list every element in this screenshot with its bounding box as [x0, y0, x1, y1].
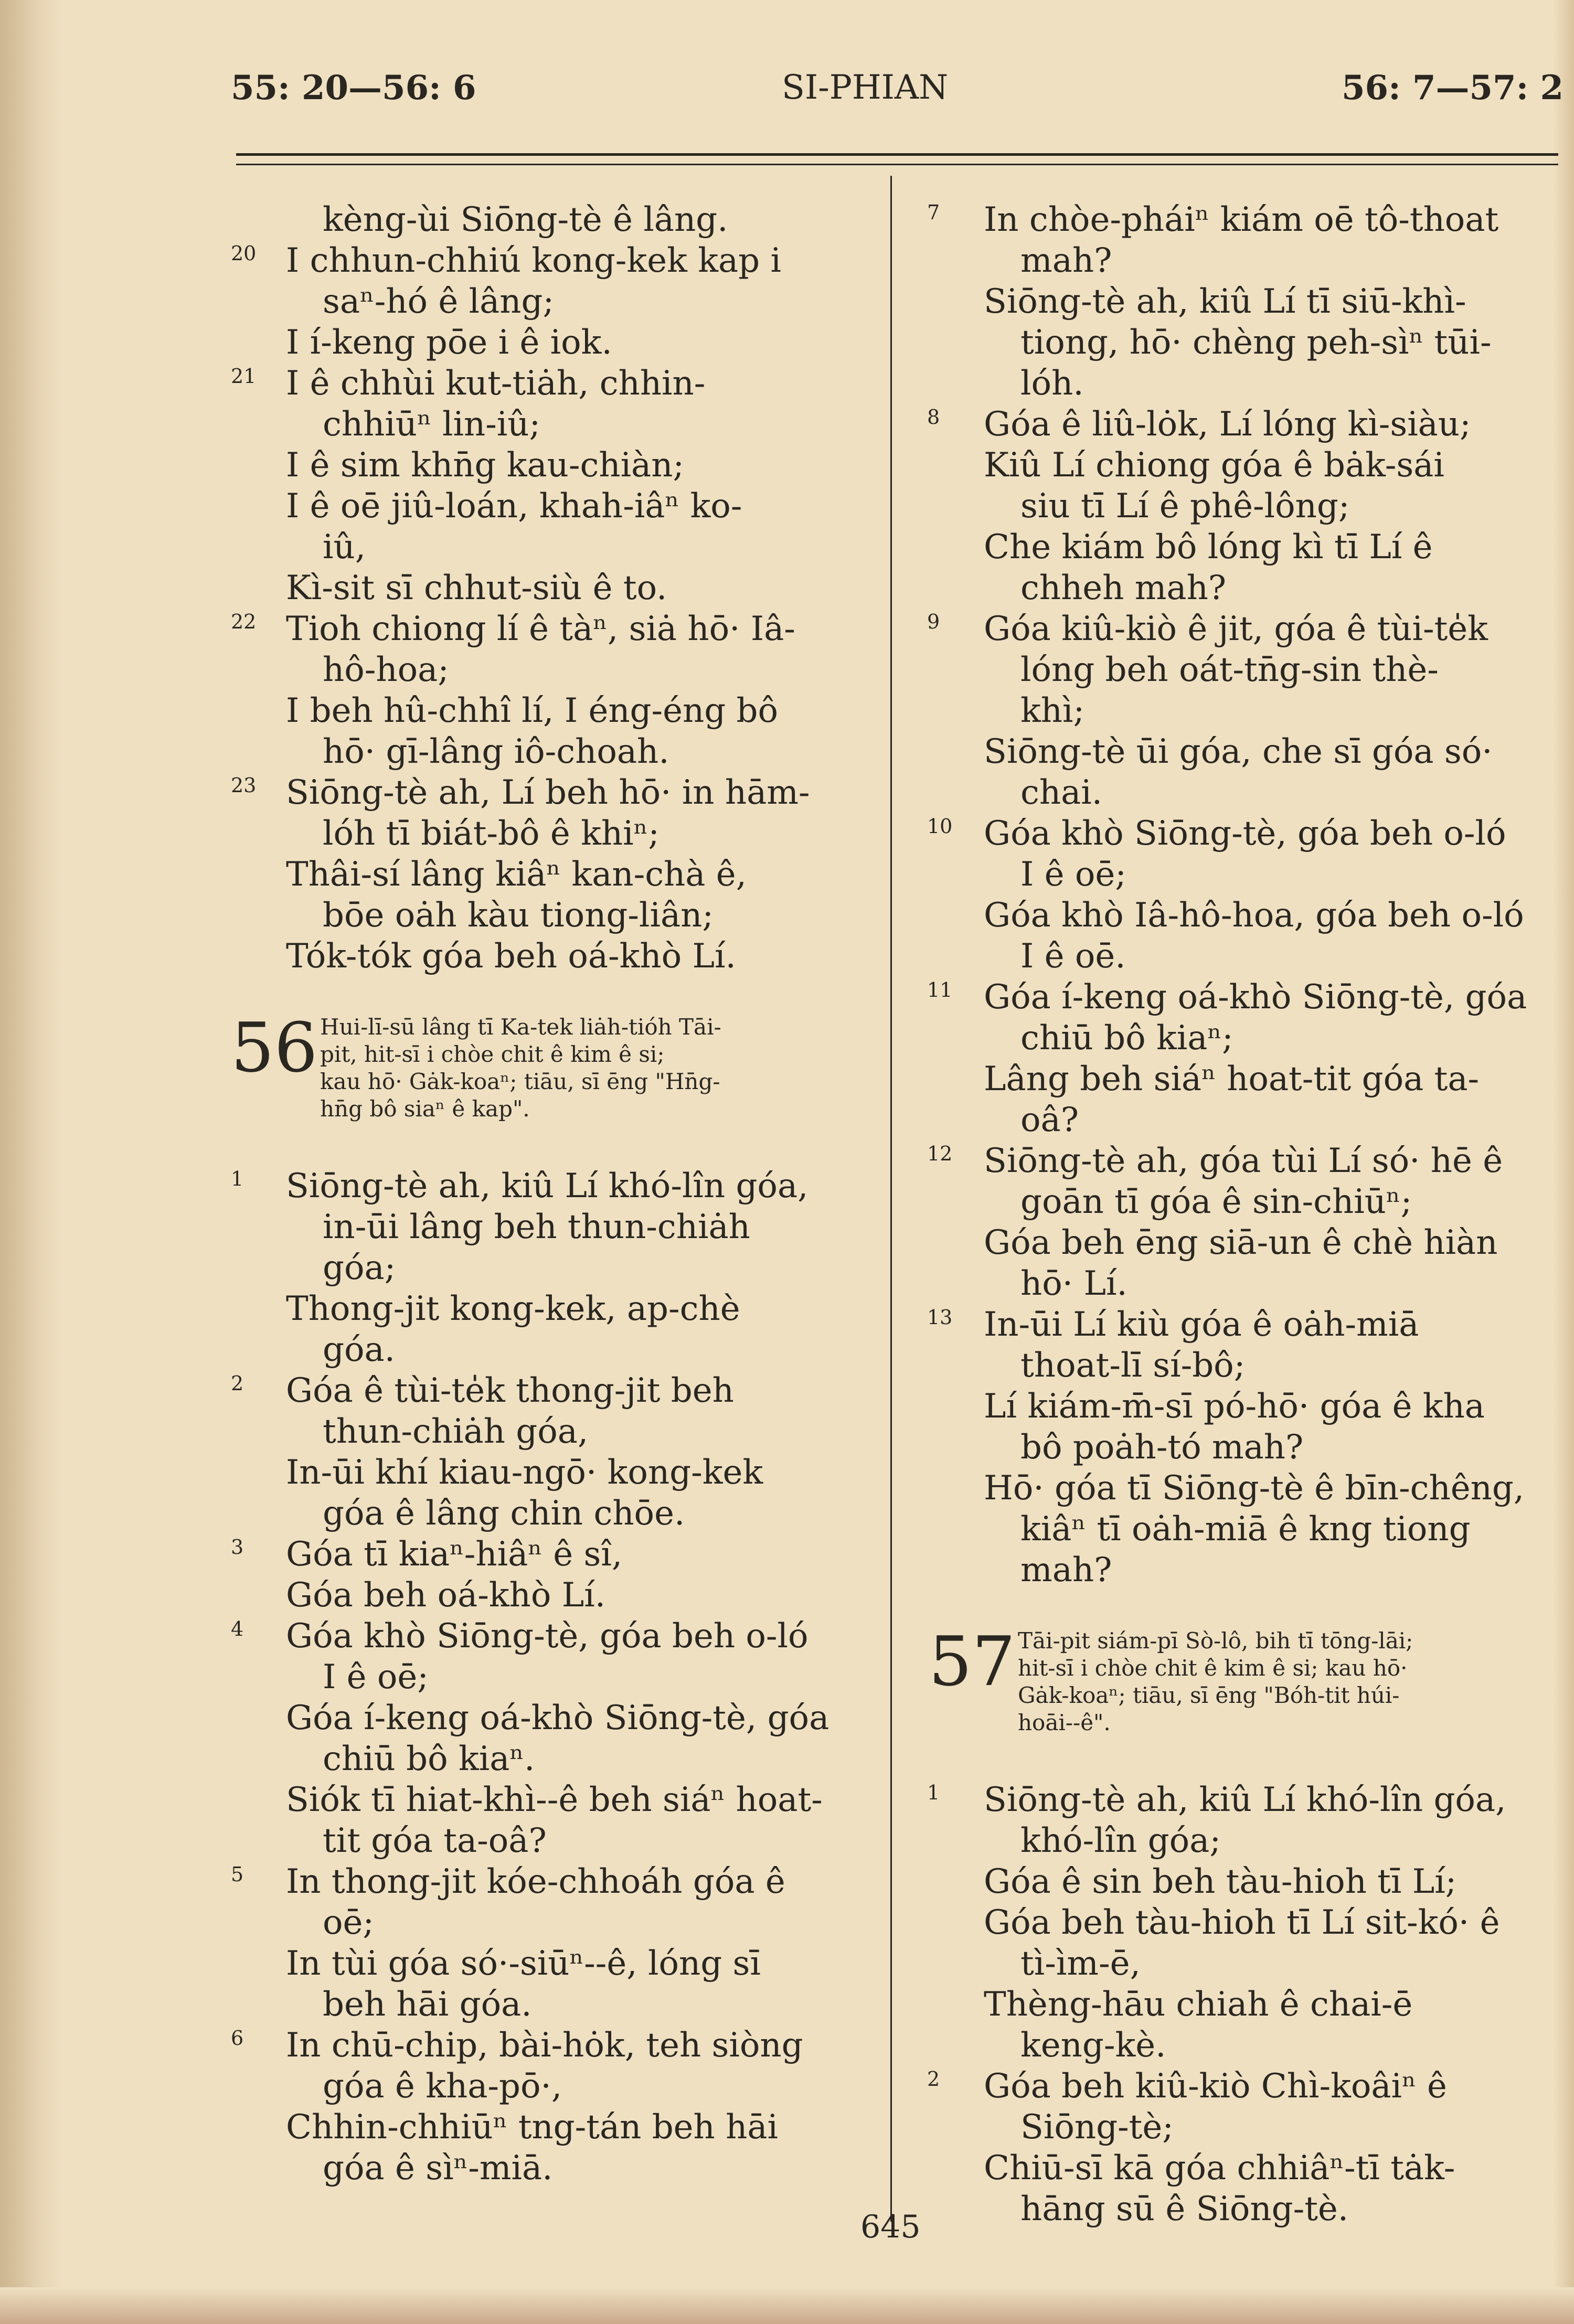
verse-line: [231, 1207, 876, 1248]
verse-line: [231, 1329, 876, 1370]
verse-text: Tók-tók góa beh oá-khò Lí.: [286, 937, 736, 976]
header-book-title: SI-PHIAN: [782, 68, 949, 107]
verse-text: Chiū-sī kā góa chhiâⁿ-tī tȧk-: [984, 2149, 1455, 2188]
verse-text: Siōng-tè ah, Lí beh hō· in hām-: [286, 773, 810, 812]
verse-line: [929, 322, 1564, 363]
verse-line: [231, 2025, 876, 2066]
verse-text: I ê sim khn̄g kau-chiàn;: [286, 446, 684, 485]
verse-text: I chhun-chhiú kong-kek kap i: [286, 241, 781, 280]
verse-line: [929, 281, 1564, 322]
verse-number: 1: [927, 1781, 940, 1804]
verse-number: 1: [231, 1167, 244, 1190]
verse-line: [231, 1902, 876, 1943]
verse-line: [929, 772, 1564, 813]
verse-line: [231, 854, 876, 895]
verse-text: in-ūi lâng beh thun-chiȧh: [323, 1208, 750, 1246]
verse-line: [929, 2148, 1564, 2189]
verse-text: Kiû Lí chiong góa ê bȧk-sái: [984, 446, 1444, 485]
verse-number: 3: [231, 1536, 244, 1559]
verse-line: [929, 1345, 1564, 1386]
verse-text: mah?: [1020, 1551, 1112, 1590]
verse-line: [231, 1779, 876, 1820]
verse-text: thun-chiȧh góa,: [323, 1412, 589, 1451]
verse-text: Góa beh kiû-kiò Chì-koâiⁿ ê: [984, 2067, 1447, 2106]
verse-line: [929, 1100, 1564, 1140]
verse-text: Thâi-sí lâng kiâⁿ kan-chà ê,: [286, 855, 747, 894]
psalm-55-end: [231, 199, 876, 977]
verse-text: Siók tī hiat-khì--ê beh siáⁿ hoat-: [286, 1781, 823, 1819]
verse-text: Siōng-tè ūi góa, che sī góa só·: [984, 732, 1493, 771]
verse-text: góa ê kha-pō·,: [323, 2067, 562, 2106]
verse-text: siu tī Lí ê phê-lông;: [1020, 487, 1350, 526]
verse-line: [929, 568, 1564, 609]
verse-text: hāng sū ê Siōng-tè.: [1020, 2190, 1349, 2229]
verse-text: Góa beh oá-khò Lí.: [286, 1576, 606, 1615]
verse-text: Lí kiám-m̄-sī pó-hō· góa ê kha: [984, 1387, 1485, 1426]
verse-text: bōe oȧh kàu tiong-liân;: [323, 896, 714, 935]
right-column: [929, 199, 1564, 2230]
verse-line: [929, 649, 1564, 690]
verse-line: [231, 1493, 876, 1534]
verse-text: I í-keng pōe i ê iok.: [286, 323, 612, 362]
verse-line: [231, 322, 876, 363]
verse-text: hô-hoa;: [323, 651, 449, 689]
verse-text: I ê oē jiû-loán, khah-iâⁿ ko-: [286, 487, 742, 526]
verse-line: [929, 1018, 1564, 1059]
verse-text: In tùi góa só·-siūⁿ--ê, lóng sī: [286, 1944, 761, 1983]
verse-text: Thèng-hāu chiah ê chai-ē: [984, 1985, 1413, 2024]
verse-text: Kì-sit sī chhut-siù ê to.: [286, 569, 667, 607]
verse-text: In chòe-pháiⁿ kiám oē tô-thoat: [984, 200, 1499, 239]
verse-text: In-ūi khí kiau-ngō· kong-kek: [286, 1453, 763, 1492]
verse-line: [231, 1657, 876, 1698]
verse-text: bô poȧh-tó mah?: [1020, 1428, 1304, 1467]
verse-text: Siōng-tè;: [1020, 2108, 1174, 2147]
verse-line: [231, 486, 876, 527]
verse-text: Góa ê tùi-te̍k thong-jit beh: [286, 1371, 734, 1410]
verse-line: [929, 1304, 1564, 1345]
psalm-57-verses: [929, 1779, 1564, 2230]
verse-text: Góa khò Siōng-tè, góa beh o-ló: [286, 1617, 809, 1656]
verse-text: lóh tī biát-bô ê khiⁿ;: [323, 814, 660, 853]
chapter-summary: [320, 1014, 721, 1123]
running-header: [231, 68, 1564, 121]
header-rule-thick: [236, 153, 1558, 156]
verse-text: I ê oē;: [1020, 855, 1126, 894]
verse-text: hō· Lí.: [1020, 1264, 1128, 1303]
verse-line: [231, 1534, 876, 1575]
verse-text: Hō· góa tī Siōng-tè ê bīn-chêng,: [984, 1469, 1525, 1508]
chapter-summary: [1018, 1627, 1413, 1736]
chapter-57-heading: [929, 1622, 1564, 1758]
verse-line: [231, 445, 876, 486]
verse-number: 10: [927, 815, 953, 838]
verse-line: [929, 363, 1564, 404]
summary-line: hoāi--ê".: [1018, 1710, 1111, 1735]
psalm-56-verses: [231, 1166, 876, 2189]
verse-line: [231, 649, 876, 690]
verse-line: [231, 1452, 876, 1493]
verse-line: [929, 977, 1564, 1018]
verse-line: [231, 363, 876, 404]
verse-text: Che kiám bô lóng kì tī Lí ê: [984, 528, 1433, 567]
verse-line: [929, 1779, 1564, 1820]
verse-line: [231, 1943, 876, 1984]
header-range-left: 55: 20—56: 6: [231, 68, 476, 108]
verse-line: [231, 936, 876, 977]
verse-line: [231, 772, 876, 813]
verse-text: I ê oē;: [323, 1658, 429, 1697]
summary-line: Hui-lī-sū lâng tī Ka-tek liȧh-tióh Tāi-: [320, 1014, 721, 1040]
verse-line: [929, 1181, 1564, 1222]
verse-line: [231, 1984, 876, 2025]
verse-text: Tioh chiong lí ê tàⁿ, siȧ hō· Iâ-: [286, 610, 795, 648]
verse-text: I ê oē.: [1020, 937, 1126, 976]
verse-text: keng-kè.: [1020, 2026, 1166, 2065]
column-divider: [890, 176, 892, 2222]
verse-line: [231, 1288, 876, 1329]
verse-line: [231, 527, 876, 568]
verse-text: chhiūⁿ lin-iû;: [323, 405, 541, 444]
verse-number: 7: [927, 201, 940, 224]
verse-line: [231, 2107, 876, 2148]
page-edge-bottom: [0, 2287, 1574, 2324]
verse-text: góa ê sìⁿ-miā.: [323, 2149, 553, 2188]
verse-line: [231, 1370, 876, 1411]
verse-text: góa.: [323, 1330, 395, 1369]
summary-line: Gȧk-koaⁿ; tiāu, sī ēng "Bóh-tit húi-: [1018, 1682, 1400, 1708]
verse-number: 9: [927, 610, 940, 633]
verse-text: beh hāi góa.: [323, 1985, 532, 2024]
verse-line: [929, 1550, 1564, 1591]
verse-text: goān tī góa ê sin-chiūⁿ;: [1020, 1182, 1412, 1221]
verse-line: [231, 2148, 876, 2189]
verse-line: [929, 1820, 1564, 1861]
verse-line: [231, 1616, 876, 1657]
verse-text: In thong-jit kóe-chhoáh góa ê: [286, 1862, 785, 1901]
verse-text: tiong, hō· chèng peh-sìⁿ tūi-: [1020, 323, 1492, 362]
verse-line: [929, 1140, 1564, 1181]
summary-line: hit-sī i chòe chit ê kim ê si; kau hō·: [1018, 1655, 1408, 1681]
summary-line: kau hō· Gȧk-koaⁿ; tiāu, sī ēng "Hn̄g-: [320, 1069, 720, 1094]
verse-text: Góa kiû-kiò ê jit, góa ê tùi-te̍k: [984, 610, 1488, 648]
verse-text: kiâⁿ tī oȧh-miā ê kng tiong: [1020, 1510, 1471, 1549]
verse-text: góa;: [323, 1249, 396, 1287]
verse-text: Góa ê sin beh tàu-hioh tī Lí;: [984, 1862, 1457, 1901]
verse-line: [929, 486, 1564, 527]
chapter-56-heading: [231, 1008, 876, 1145]
verse-line: [929, 1386, 1564, 1427]
verse-text: lóng beh oát-tn̄g-sin thè-: [1020, 651, 1439, 689]
verse-text: Góa tī kiaⁿ-hiâⁿ ê sî,: [286, 1535, 623, 1574]
verse-text: oē;: [323, 1903, 374, 1942]
chapter-number: 56: [231, 1008, 318, 1088]
verse-text: In-ūi Lí kiù góa ê oȧh-miā: [984, 1305, 1419, 1344]
verse-text: Góa ê liû-lȯk, Lí lóng kì-siàu;: [984, 405, 1471, 444]
verse-number: 11: [927, 978, 953, 1001]
verse-line: [929, 731, 1564, 772]
verse-text: I beh hû-chhî lí, I éng-éng bô: [286, 691, 779, 730]
verse-line: [929, 2189, 1564, 2230]
header-rule-thin: [236, 164, 1558, 165]
verse-text: Góa í-keng oá-khò Siōng-tè, góa: [984, 978, 1527, 1017]
verse-line: [929, 404, 1564, 445]
verse-text: hō· gī-lâng iô-choah.: [323, 732, 669, 771]
verse-number: 2: [231, 1372, 244, 1395]
verse-line: [231, 1575, 876, 1616]
verse-line: [231, 1411, 876, 1452]
verse-number: 12: [927, 1142, 953, 1165]
verse-line: [231, 199, 876, 240]
verse-line: [929, 1468, 1564, 1509]
verse-line: [231, 281, 876, 322]
verse-text: Góa khò Siōng-tè, góa beh o-ló: [984, 814, 1506, 853]
verse-text: chiū bô kiaⁿ;: [1020, 1019, 1233, 1058]
verse-text: Siōng-tè ah, góa tùi Lí só· hē ê: [984, 1142, 1503, 1180]
verse-text: thoat-lī sí-bô;: [1020, 1346, 1246, 1385]
verse-number: 22: [231, 610, 257, 633]
verse-number: 21: [231, 365, 257, 388]
verse-line: [929, 854, 1564, 895]
verse-line: [231, 240, 876, 281]
verse-text: Góa í-keng oá-khò Siōng-tè, góa: [286, 1699, 829, 1737]
verse-line: [929, 2066, 1564, 2107]
verse-line: [231, 1248, 876, 1288]
verse-line: [231, 609, 876, 649]
verse-number: 2: [927, 2067, 940, 2091]
verse-text: I ê chhùi kut-tiȧh, chhin-: [286, 364, 706, 403]
verse-text: Góa beh ēng siā-un ê chè hiàn: [984, 1223, 1498, 1262]
verse-line: [929, 2025, 1564, 2066]
verse-line: [929, 1427, 1564, 1468]
verse-line: [929, 1902, 1564, 1943]
verse-line: [231, 2066, 876, 2107]
verse-number: 20: [231, 242, 257, 265]
verse-line: [929, 690, 1564, 731]
verse-text: khó-lîn góa;: [1020, 1821, 1221, 1860]
verse-number: 13: [927, 1306, 953, 1329]
verse-line: [231, 1739, 876, 1779]
verse-text: lóh.: [1020, 364, 1084, 403]
verse-text: Góa khò Iâ-hô-hoa, góa beh o-ló: [984, 896, 1524, 935]
verse-line: [231, 1820, 876, 1861]
verse-line: [929, 445, 1564, 486]
verse-line: [929, 609, 1564, 649]
verse-line: [231, 1861, 876, 1902]
verse-text: tì-ìm-ē,: [1020, 1944, 1141, 1983]
verse-line: [929, 1263, 1564, 1304]
verse-line: [929, 2107, 1564, 2148]
chapter-number: 57: [929, 1622, 1016, 1701]
verse-line: [929, 895, 1564, 936]
summary-line: hn̄g bô siaⁿ ê kap".: [320, 1096, 530, 1122]
verse-line: [929, 1861, 1564, 1902]
summary-line: Tāi-pit siám-pī Sò-lô, bih tī tōng-lāi;: [1018, 1628, 1413, 1654]
verse-line: [929, 240, 1564, 281]
verse-text: mah?: [1020, 241, 1112, 280]
verse-line: [929, 1059, 1564, 1100]
verse-line: [929, 813, 1564, 854]
verse-text: khì;: [1020, 691, 1085, 730]
verse-line: [929, 1984, 1564, 2025]
verse-text: Góa beh tàu-hioh tī Lí sit-kó· ê: [984, 1903, 1500, 1942]
verse-text: chiū bô kiaⁿ.: [323, 1740, 535, 1778]
verse-line: [231, 404, 876, 445]
verse-line: [929, 1509, 1564, 1550]
verse-line: [231, 731, 876, 772]
verse-number: 8: [927, 406, 940, 429]
verse-number: 23: [231, 774, 257, 797]
verse-line: [929, 936, 1564, 977]
psalm-56-continued: [929, 199, 1564, 1591]
verse-line: [929, 199, 1564, 240]
verse-line: [231, 1698, 876, 1739]
verse-line: [231, 1166, 876, 1207]
verse-text: Siōng-tè ah, kiû Lí khó-lîn góa,: [984, 1781, 1506, 1819]
verse-number: 5: [231, 1863, 244, 1886]
verse-text: Lâng beh siáⁿ hoat-tit góa ta-: [984, 1060, 1480, 1099]
verse-text: oâ?: [1020, 1101, 1079, 1139]
verse-text: góa ê lâng chin chōe.: [323, 1494, 685, 1533]
page-number: 645: [860, 2209, 921, 2245]
verse-text: Chhin-chhiūⁿ tng-tán beh hāi: [286, 2108, 778, 2147]
verse-text: chai.: [1020, 773, 1103, 812]
verse-text: In chū-chip, bài-hȯk, teh siòng: [286, 2026, 803, 2065]
verse-line: [929, 527, 1564, 568]
verse-line: [231, 690, 876, 731]
verse-text: chheh mah?: [1020, 569, 1227, 607]
verse-line: [231, 813, 876, 854]
verse-text: Siōng-tè ah, kiû Lí khó-lîn góa,: [286, 1167, 809, 1206]
verse-line: [929, 1943, 1564, 1984]
verse-line: [929, 1222, 1564, 1263]
verse-line: [231, 568, 876, 609]
page-binding-shadow: [0, 0, 63, 2324]
left-column: [231, 199, 876, 2189]
verse-text: Siōng-tè ah, kiû Lí tī siū-khì-: [984, 282, 1466, 321]
verse-text: Thong-jit kong-kek, ap-chè: [286, 1289, 740, 1328]
verse-number: 4: [231, 1617, 244, 1640]
summary-line: pit, hit-sī i chòe chit ê kim ê si;: [320, 1041, 665, 1067]
header-range-right: 56: 7—57: 2: [1342, 68, 1564, 108]
verse-text: kèng-ùi Siōng-tè ê lâng.: [323, 200, 728, 239]
verse-text: saⁿ-hó ê lâng;: [323, 282, 554, 321]
verse-text: iû,: [323, 528, 366, 567]
verse-text: tit góa ta-oâ?: [323, 1821, 547, 1860]
verse-number: 6: [231, 2027, 244, 2050]
verse-line: [231, 895, 876, 936]
